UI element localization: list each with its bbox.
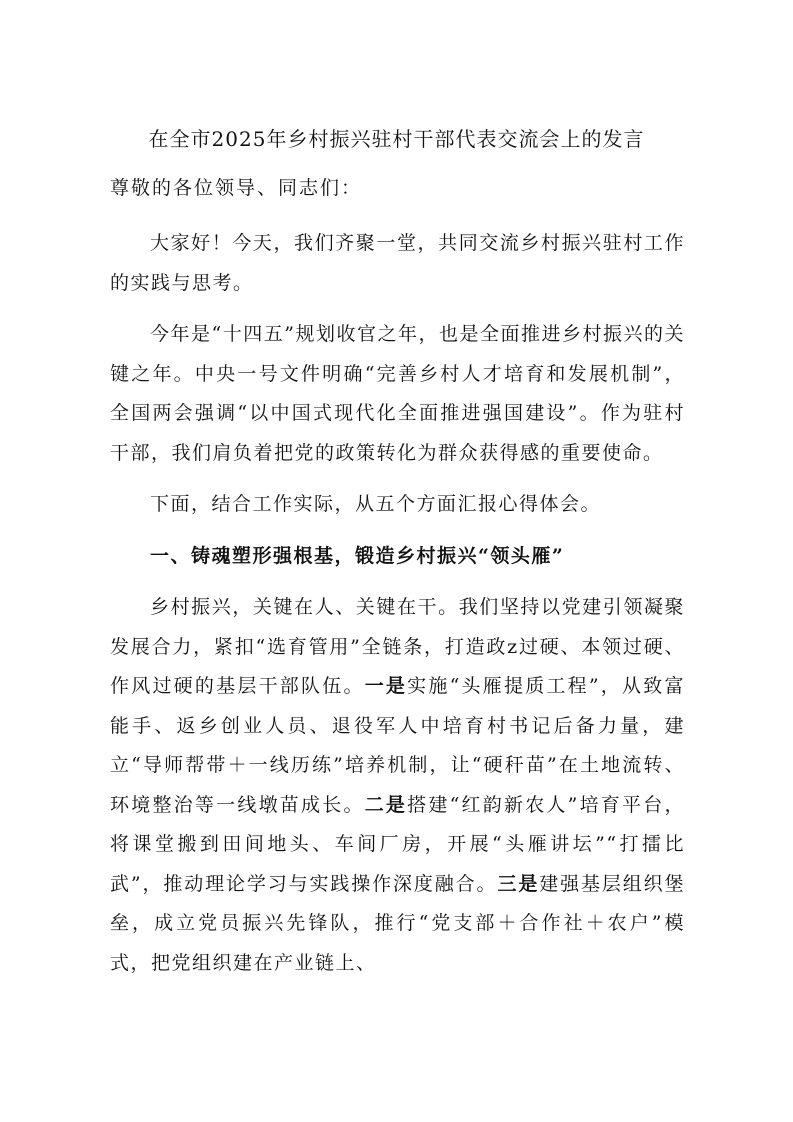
document-body — [110, 224, 685, 995]
point-2-text: 搭建“红韵新农人”培育平台，将课堂搬到田间地头、车间厂房，开展“头雁讲坛”“打擂比武”，推动理论学习与实践操作深度融合。 — [110, 793, 685, 895]
salutation: 尊敬的各位领导、同志们： — [110, 177, 363, 199]
point-3-label: 三是 — [497, 872, 540, 895]
paragraph-greeting: 大家好！今天，我们齐聚一堂，共同交流乡村振兴驻村工作的实践与思考。 — [110, 232, 685, 294]
section-1-intro: 乡村振兴，关键在人、关键在干。我们坚持以党建引领凝聚发展合力，紧扣“选育管用”全链条，打造政z过硬、本领过硬、作风过硬的基层干部队伍。 — [110, 596, 685, 697]
point-2-label: 二是 — [364, 793, 408, 816]
point-1-text: 实施“头雁提质工程”，从致富能手、返乡创业人员、退役军人中培育村书记后备力量，建立“导师帮带＋一线历练”培养机制，让“硬秆苗”在土地流转、环境整治等一线墩苗成长。 — [110, 675, 685, 816]
paragraph-context: 今年是“十四五”规划收官之年，也是全面推进乡村振兴的关键之年。中央一号文件明确“完善乡村人才培育和发展机制”，全国两会强调“以中国式现代化全面推进强国建设”。作为驻村干部，我们肩负着把党的政策转化为群众获得感的重要使命。 — [110, 323, 685, 464]
document-title: 在全市2025年乡村振兴驻村干部代表交流会上的发言 — [148, 127, 645, 151]
section-1-body — [110, 588, 685, 983]
paragraph-outline: 下面，结合工作实际，从五个方面汇报心得体会。 — [150, 493, 602, 515]
point-1-label: 一是 — [364, 675, 408, 697]
section-heading-1: 一、铸魂塑形强根基，锻造乡村振兴“领头雁” — [150, 544, 565, 567]
point-3-text: 建强基层组织堡垒，成立党员振兴先锋队，推行“党支部＋合作社＋农户”模式，把党组织建在产业链上、 — [110, 872, 685, 974]
